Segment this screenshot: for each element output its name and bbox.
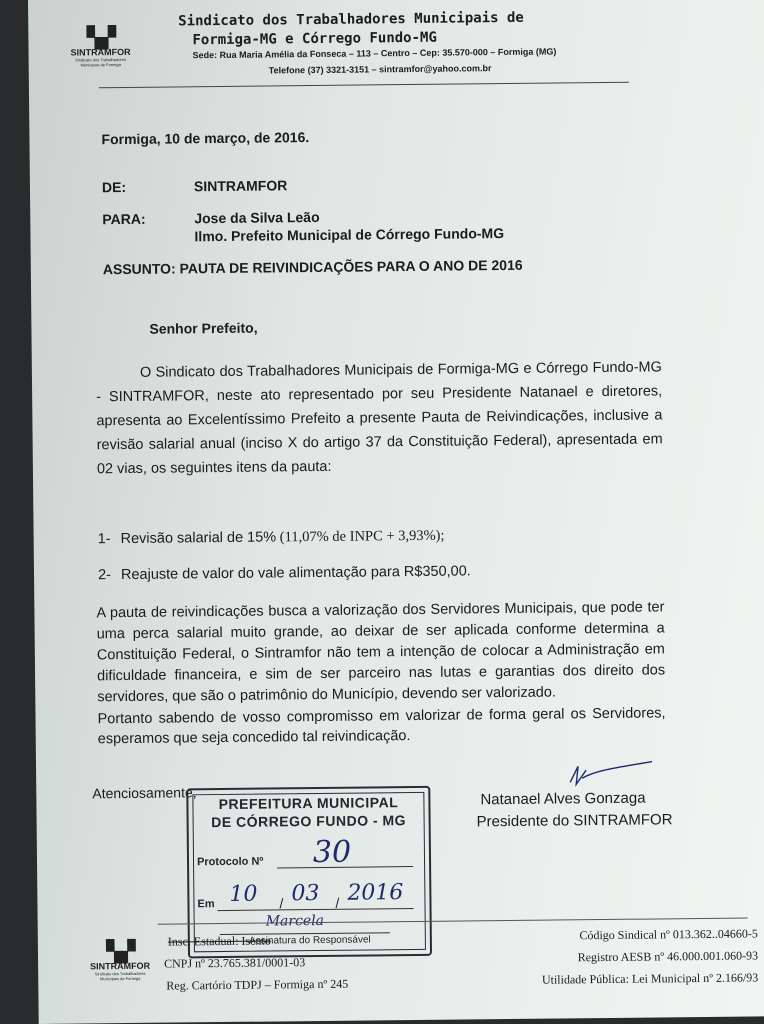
to-name: Jose da Silva Leão [194, 208, 320, 227]
header-title [178, 8, 638, 51]
to-label: PARA: [102, 210, 146, 228]
footer-logo-subtitle: Sindicato dos Trabalhadores Municipais de Formiga [94, 970, 146, 982]
footer-logo-name: SINTRAMFOR [90, 960, 151, 972]
closing-paragraph: Portanto sabendo de vosso compromisso em valorizar de forma geral os Servidores, esperamos que seja concedido tal reivindicação. [97, 705, 666, 748]
signer-name: Natanael Alves Gonzaga [480, 789, 646, 809]
protocol-label: Protocolo Nº [196, 855, 264, 869]
to-title: Ilmo. Prefeito Municipal de Córrego Fundo-MG [194, 225, 505, 245]
footer-logo [90, 940, 151, 982]
date-sep: / [279, 895, 284, 912]
stamp-signature: Marcela [265, 912, 325, 930]
from-value: SINTRAMFOR [193, 177, 288, 195]
letter-subject: ASSUNTO: PAUTA DE REIVINDICAÇÕES PARA O ANO DE 2016 [102, 256, 523, 278]
item-text: Reajuste de valor do vale alimentação para R$350,00. [120, 563, 471, 584]
footer-insc-text: Insc. Estadual: Isento [167, 933, 271, 949]
footer-union-code: Código Sindical nº 013.362..04660-5 [579, 926, 758, 943]
stamp-line1: PREFEITURA MUNICIPAL [218, 794, 399, 813]
item-text: Revisão salarial de 15% [120, 529, 277, 548]
footer-aesb: Registro AESB nº 46.000.001.060-93 [577, 948, 759, 965]
date-year: 2016 [347, 880, 404, 906]
signature-label: Assinatura do Responsável [248, 934, 371, 947]
intro-text: O Sindicato dos Trabalhadores Municipais de Formiga-MG e Córrego Fundo-MG - SINTRAMFOR, neste ato representado por seu Presidente Natanael e diretores, apresenta ao Excelentíssimo Prefeito a presente Pauta de Reivindicações, inclusive a revisão salarial anual (inciso X do artigo 37 da Constituição Federal), apresentada em 02 vias, os seguintes itens da pauta: [96, 359, 663, 478]
closing: Atenciosamente, [92, 784, 197, 802]
footer-insc [168, 934, 271, 950]
protocol-value: 30 [312, 834, 352, 871]
salutation: Senhor Prefeito, [149, 319, 258, 337]
header-phone: Telefone (37) 3321-3151 – sintramfor@yahoo.com.br [268, 63, 492, 76]
header-address: Sede: Rua Maria Amélia da Fonseca – 113 – Centro – Cep: 35.570-000 – Formiga (MG) [192, 46, 557, 61]
item-number: 1- [97, 531, 111, 548]
body-paragraph: A pauta de reivindicações busca a valorização dos Servidores Municipais, que pode ter uma perca salarial muito grande, ao deixar de ser aplicada conforme determina a Constituição Federal, o Sintramfor não tem a intenção de colocar a Administração em dificuldade financeira, e sim de ser parceiro nas lutas e garantias dos direito dos servidores, que são o patrimônio do Município, devendo ser valorizado. [96, 599, 666, 706]
stamp-line2: DE CÓRREGO FUNDO - MG [211, 812, 407, 831]
header-title-line2: Formiga-MG e Córrego Fundo-MG [192, 29, 437, 49]
letter-page [28, 0, 764, 1024]
logo-mark-icon: ▚▞ [86, 27, 114, 50]
from-label: DE: [101, 178, 127, 196]
footer-logo-mark-icon: ▚▞ [106, 940, 134, 964]
date-day: 10 [229, 881, 258, 907]
date-sep: / [335, 894, 340, 911]
list-item [98, 528, 445, 549]
sintramfor-logo [70, 29, 130, 68]
date-label: Em [197, 898, 215, 911]
footer-cnpj: CNPJ nº 23.765.381/0001-03 [164, 955, 306, 971]
protocol-stamp [186, 786, 432, 959]
letter-date: Formiga, 10 de março, de 2016. [101, 129, 310, 148]
logo-subtitle: Sindicato dos Trabalhadores Municipais de Formiga [75, 56, 126, 68]
header-title-line1: Sindicato dos Trabalhadores Municipais de [178, 9, 524, 30]
footer-registry: Reg. Cartório TDPJ – Formiga nº 245 [166, 976, 349, 993]
date-month: 03 [291, 880, 320, 907]
signature-scribble-icon [566, 759, 656, 790]
item-number: 2- [97, 567, 112, 584]
logo-name: SINTRAMFOR [70, 46, 131, 58]
list-item [98, 563, 471, 583]
header-divider [99, 82, 629, 89]
footer-public-utility: Utilidade Pública: Lei Municipal nº 2.166/93 [541, 970, 759, 987]
signer-title: Presidente do SINTRAMFOR [476, 811, 673, 831]
item-extra: (11,07% de INPC + 3,93%); [276, 527, 445, 546]
intro-paragraph [96, 355, 663, 481]
